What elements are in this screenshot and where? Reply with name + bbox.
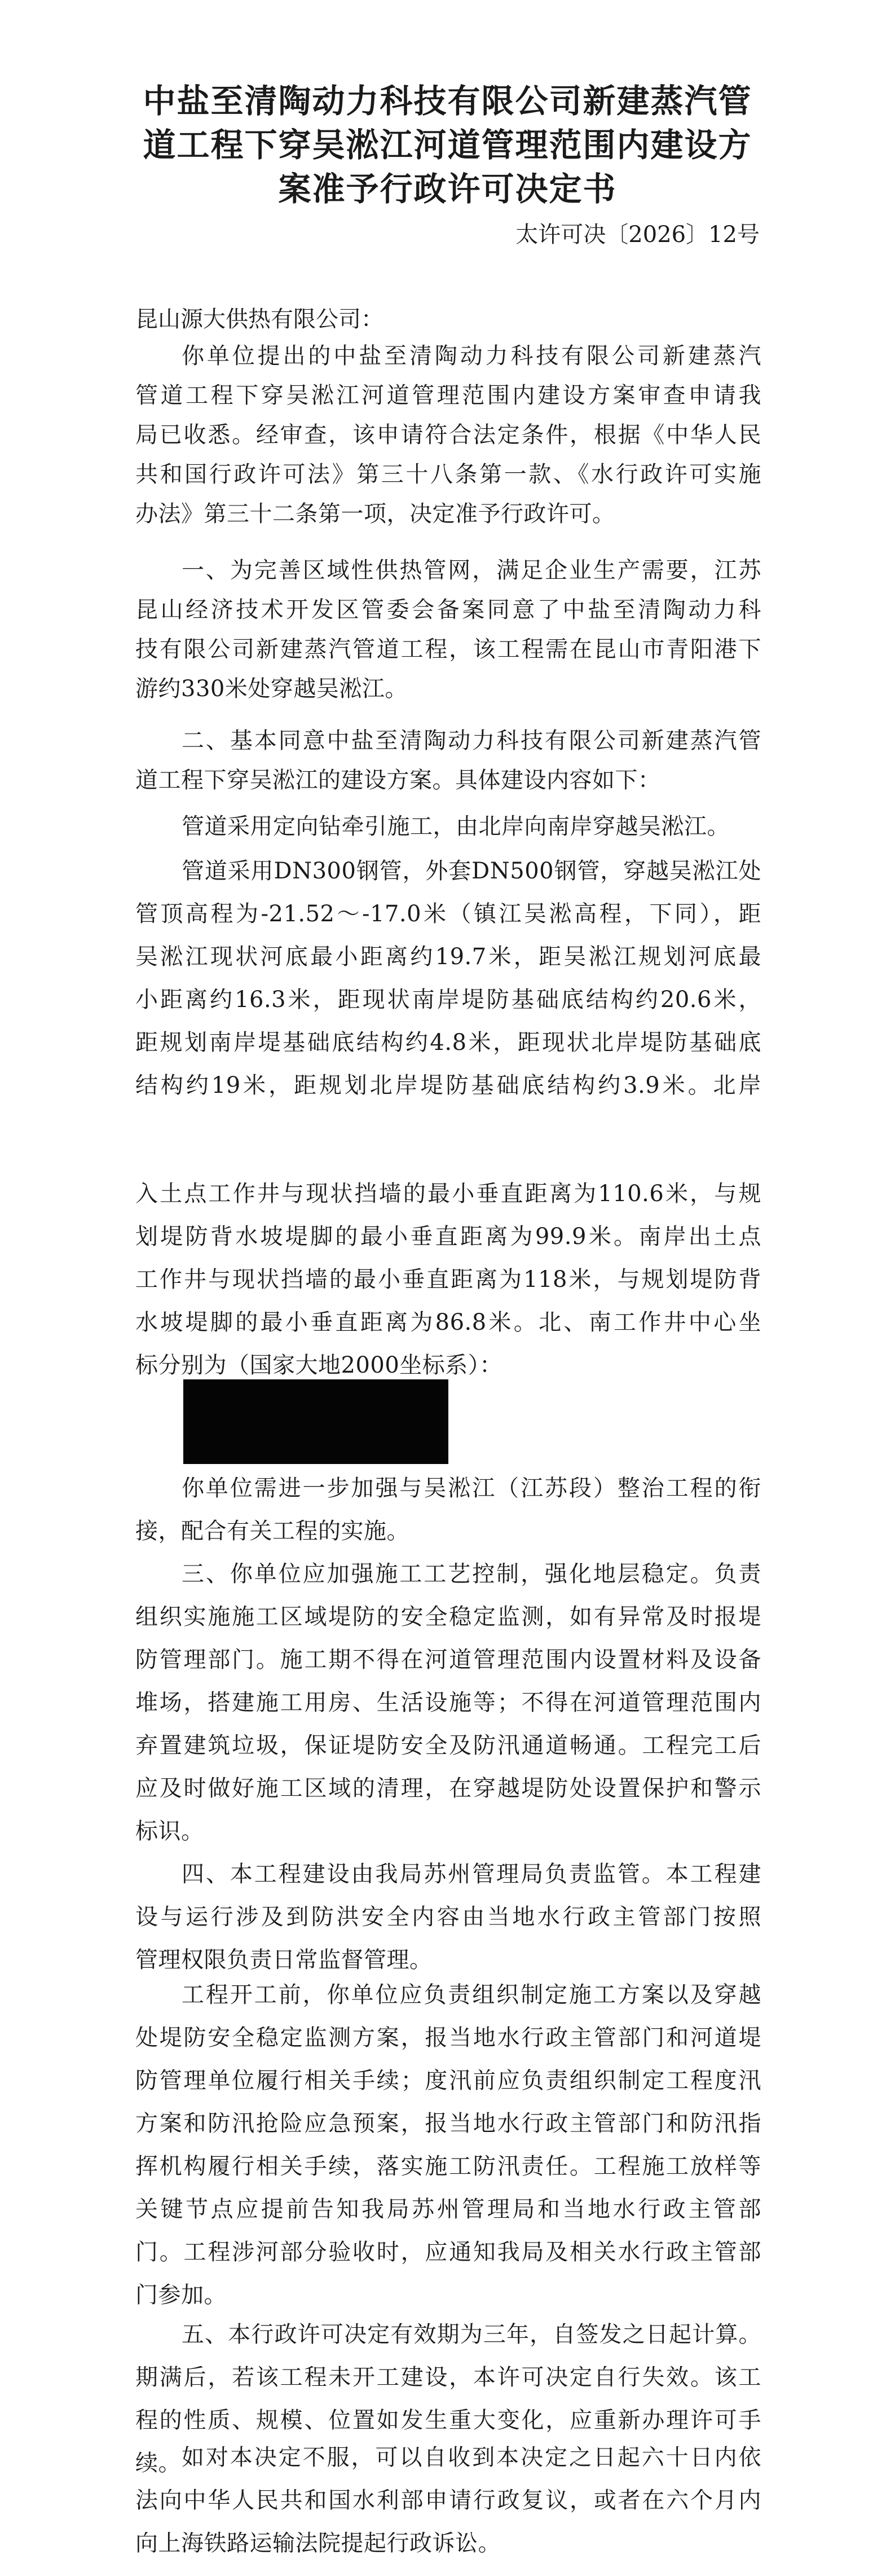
text-line: 门参加。: [135, 2282, 227, 2308]
text-line: 道工程下穿吴淞江的建设方案。具体建设内容如下：: [135, 767, 661, 793]
text-line: 防管理部门。施工期不得在河道管理范围内设置材料及设备: [135, 1647, 761, 1673]
text-line: 如对本决定不服，可以自收到本决定之日起六十日内依: [182, 2445, 761, 2471]
text-line: 向上海铁路运输法院提起行政诉讼。: [135, 2530, 501, 2556]
text-line: 入土点工作井与现状挡墙的最小垂直距离为110.6米，与规: [135, 1181, 761, 1207]
text-line: 技有限公司新建蒸汽管道工程，该工程需在昆山市青阳港下: [135, 636, 761, 662]
text-line: 工作井与现状挡墙的最小垂直距离为118米，与规划堤防背: [135, 1267, 761, 1293]
text-line: 门。工程涉河部分验收时，应通知我局及相关水行政主管部: [135, 2239, 761, 2265]
paragraph-section-four: [135, 1853, 761, 1981]
text-line: 四、本工程建设由我局苏州管理局负责监管。本工程建: [182, 1861, 761, 1887]
text-line: 期满后，若该工程未开工建设，本许可决定自行失效。该工: [135, 2364, 761, 2390]
document-number: 太许可决〔2026〕12号: [515, 222, 760, 248]
paragraph-pipe-specs: [135, 850, 761, 1107]
text-line: 标分别为（国家大地2000坐标系）：: [135, 1352, 502, 1378]
text-line: 组织实施施工区域堤防的安全稳定监测，如有异常及时报堤: [135, 1604, 761, 1630]
text-line: 共和国行政许可法》第三十八条第一款、《水行政许可实施: [135, 461, 761, 487]
text-line: 局已收悉。经审查，该申请符合法定条件，根据《中华人民: [135, 422, 761, 448]
text-line: 管道采用DN300钢管，外套DN500钢管，穿越吴淞江处: [182, 858, 761, 884]
paragraph-section-two: [135, 721, 761, 800]
paragraph-work-wells: [135, 1172, 761, 1387]
text-line: 管理权限负责日常监督管理。: [135, 1947, 433, 1973]
text-line: 小距离约16.3米，距现状南岸堤防基础底结构约20.6米，: [135, 987, 761, 1013]
paragraph-section-three: [135, 1553, 761, 1853]
text-line: 堆场，搭建施工用房、生活设施等；不得在河道管理范围内: [135, 1690, 761, 1716]
text-line: 续。: [135, 2450, 181, 2476]
text-line: 管道工程下穿吴淞江河道管理范围内建设方案审查申请我: [135, 383, 761, 408]
text-line: 五、本行政许可决定有效期为三年，自签发之日起计算。: [182, 2322, 761, 2348]
text-line: 三、你单位应加强施工工艺控制，强化地层稳定。负责: [182, 1561, 761, 1587]
title-line: 案准予行政许可决定书: [278, 170, 617, 208]
text-line: 弃置建筑垃圾，保证堤防安全及防汛通道畅通。工程完工后: [135, 1733, 761, 1759]
paragraph-application: [135, 336, 761, 534]
text-line: 吴淞江现状河底最小距离约19.7米，距吴淞江规划河底最: [135, 944, 761, 970]
text-line: 防管理单位履行相关手续；度汛前应负责组织制定工程度汛: [135, 2068, 761, 2094]
text-line: 接，配合有关工程的实施。: [135, 1518, 409, 1544]
addressee: 昆山源大供热有限公司：: [135, 306, 383, 332]
document-title: [113, 79, 782, 211]
paragraph-pre-construction: [135, 1973, 761, 2316]
text-line: 二、基本同意中盐至清陶动力科技有限公司新建蒸汽管: [182, 728, 761, 754]
paragraph-construction-method: [135, 807, 761, 846]
paragraph-appeal-rights: [135, 2436, 761, 2565]
text-line: 标识。: [135, 1818, 204, 1844]
paragraph-section-one: [135, 551, 761, 709]
text-line: 昆山经济技术开发区管委会备案同意了中盐至清陶动力科: [135, 597, 761, 623]
text-line: 挥机构履行相关手续，落实施工防汛责任。工程施工放样等: [135, 2153, 761, 2179]
text-line: 水坡堤脚的最小垂直距离为86.8米。北、南工作井中心坐: [135, 1309, 761, 1335]
text-line: 划堤防背水坡堤脚的最小垂直距离为99.9米。南岸出土点: [135, 1224, 761, 1250]
text-line: 方案和防汛抢险应急预案，报当地水行政主管部门和防汛指: [135, 2111, 761, 2137]
text-line: 游约330米处穿越吴淞江。: [135, 676, 408, 702]
text-line: 应及时做好施工区域的清理，在穿越堤防处设置保护和警示: [135, 1775, 761, 1801]
text-line: 处堤防安全稳定监测方案，报当地水行政主管部门和河道堤: [135, 2025, 761, 2051]
text-line: 关键节点应提前告知我局苏州管理局和当地水行政主管部: [135, 2196, 761, 2222]
title-line: 道工程下穿吴淞江河道管理范围内建设方: [143, 126, 752, 164]
text-line: 你单位提出的中盐至清陶动力科技有限公司新建蒸汽: [182, 343, 761, 369]
text-line: 管道采用定向钻牵引施工，由北岸向南岸穿越吴淞江。: [182, 814, 730, 839]
redacted-block: [183, 1379, 448, 1464]
text-line: 一、为完善区域性供热管网，满足企业生产需要，江苏: [182, 557, 761, 583]
text-line: 你单位需进一步加强与吴淞江（江苏段）整治工程的衔: [182, 1475, 761, 1501]
text-line: 程的性质、规模、位置如发生重大变化，应重新办理许可手: [135, 2407, 761, 2433]
text-line: 办法》第三十二条第一项，决定准予行政许可。: [135, 501, 615, 527]
paragraph-coordination: [135, 1467, 761, 1553]
text-line: 管顶高程为-21.52～-17.0米（镇江吴淞高程，下同），距: [135, 901, 761, 927]
text-line: 结构约19米，距规划北岸堤防基础底结构约3.9米。北岸: [135, 1072, 761, 1098]
text-line: 工程开工前，你单位应负责组织制定施工方案以及穿越: [182, 1982, 761, 2008]
text-line: 法向中华人民共和国水利部申请行政复议，或者在六个月内: [135, 2487, 761, 2513]
text-line: 距规划南岸堤基础底结构约4.8米，距现状北岸堤防基础底: [135, 1030, 761, 1056]
text-line: 设与运行涉及到防洪安全内容由当地水行政主管部门按照: [135, 1904, 761, 1930]
title-line: 中盐至清陶动力科技有限公司新建蒸汽管: [143, 82, 752, 120]
